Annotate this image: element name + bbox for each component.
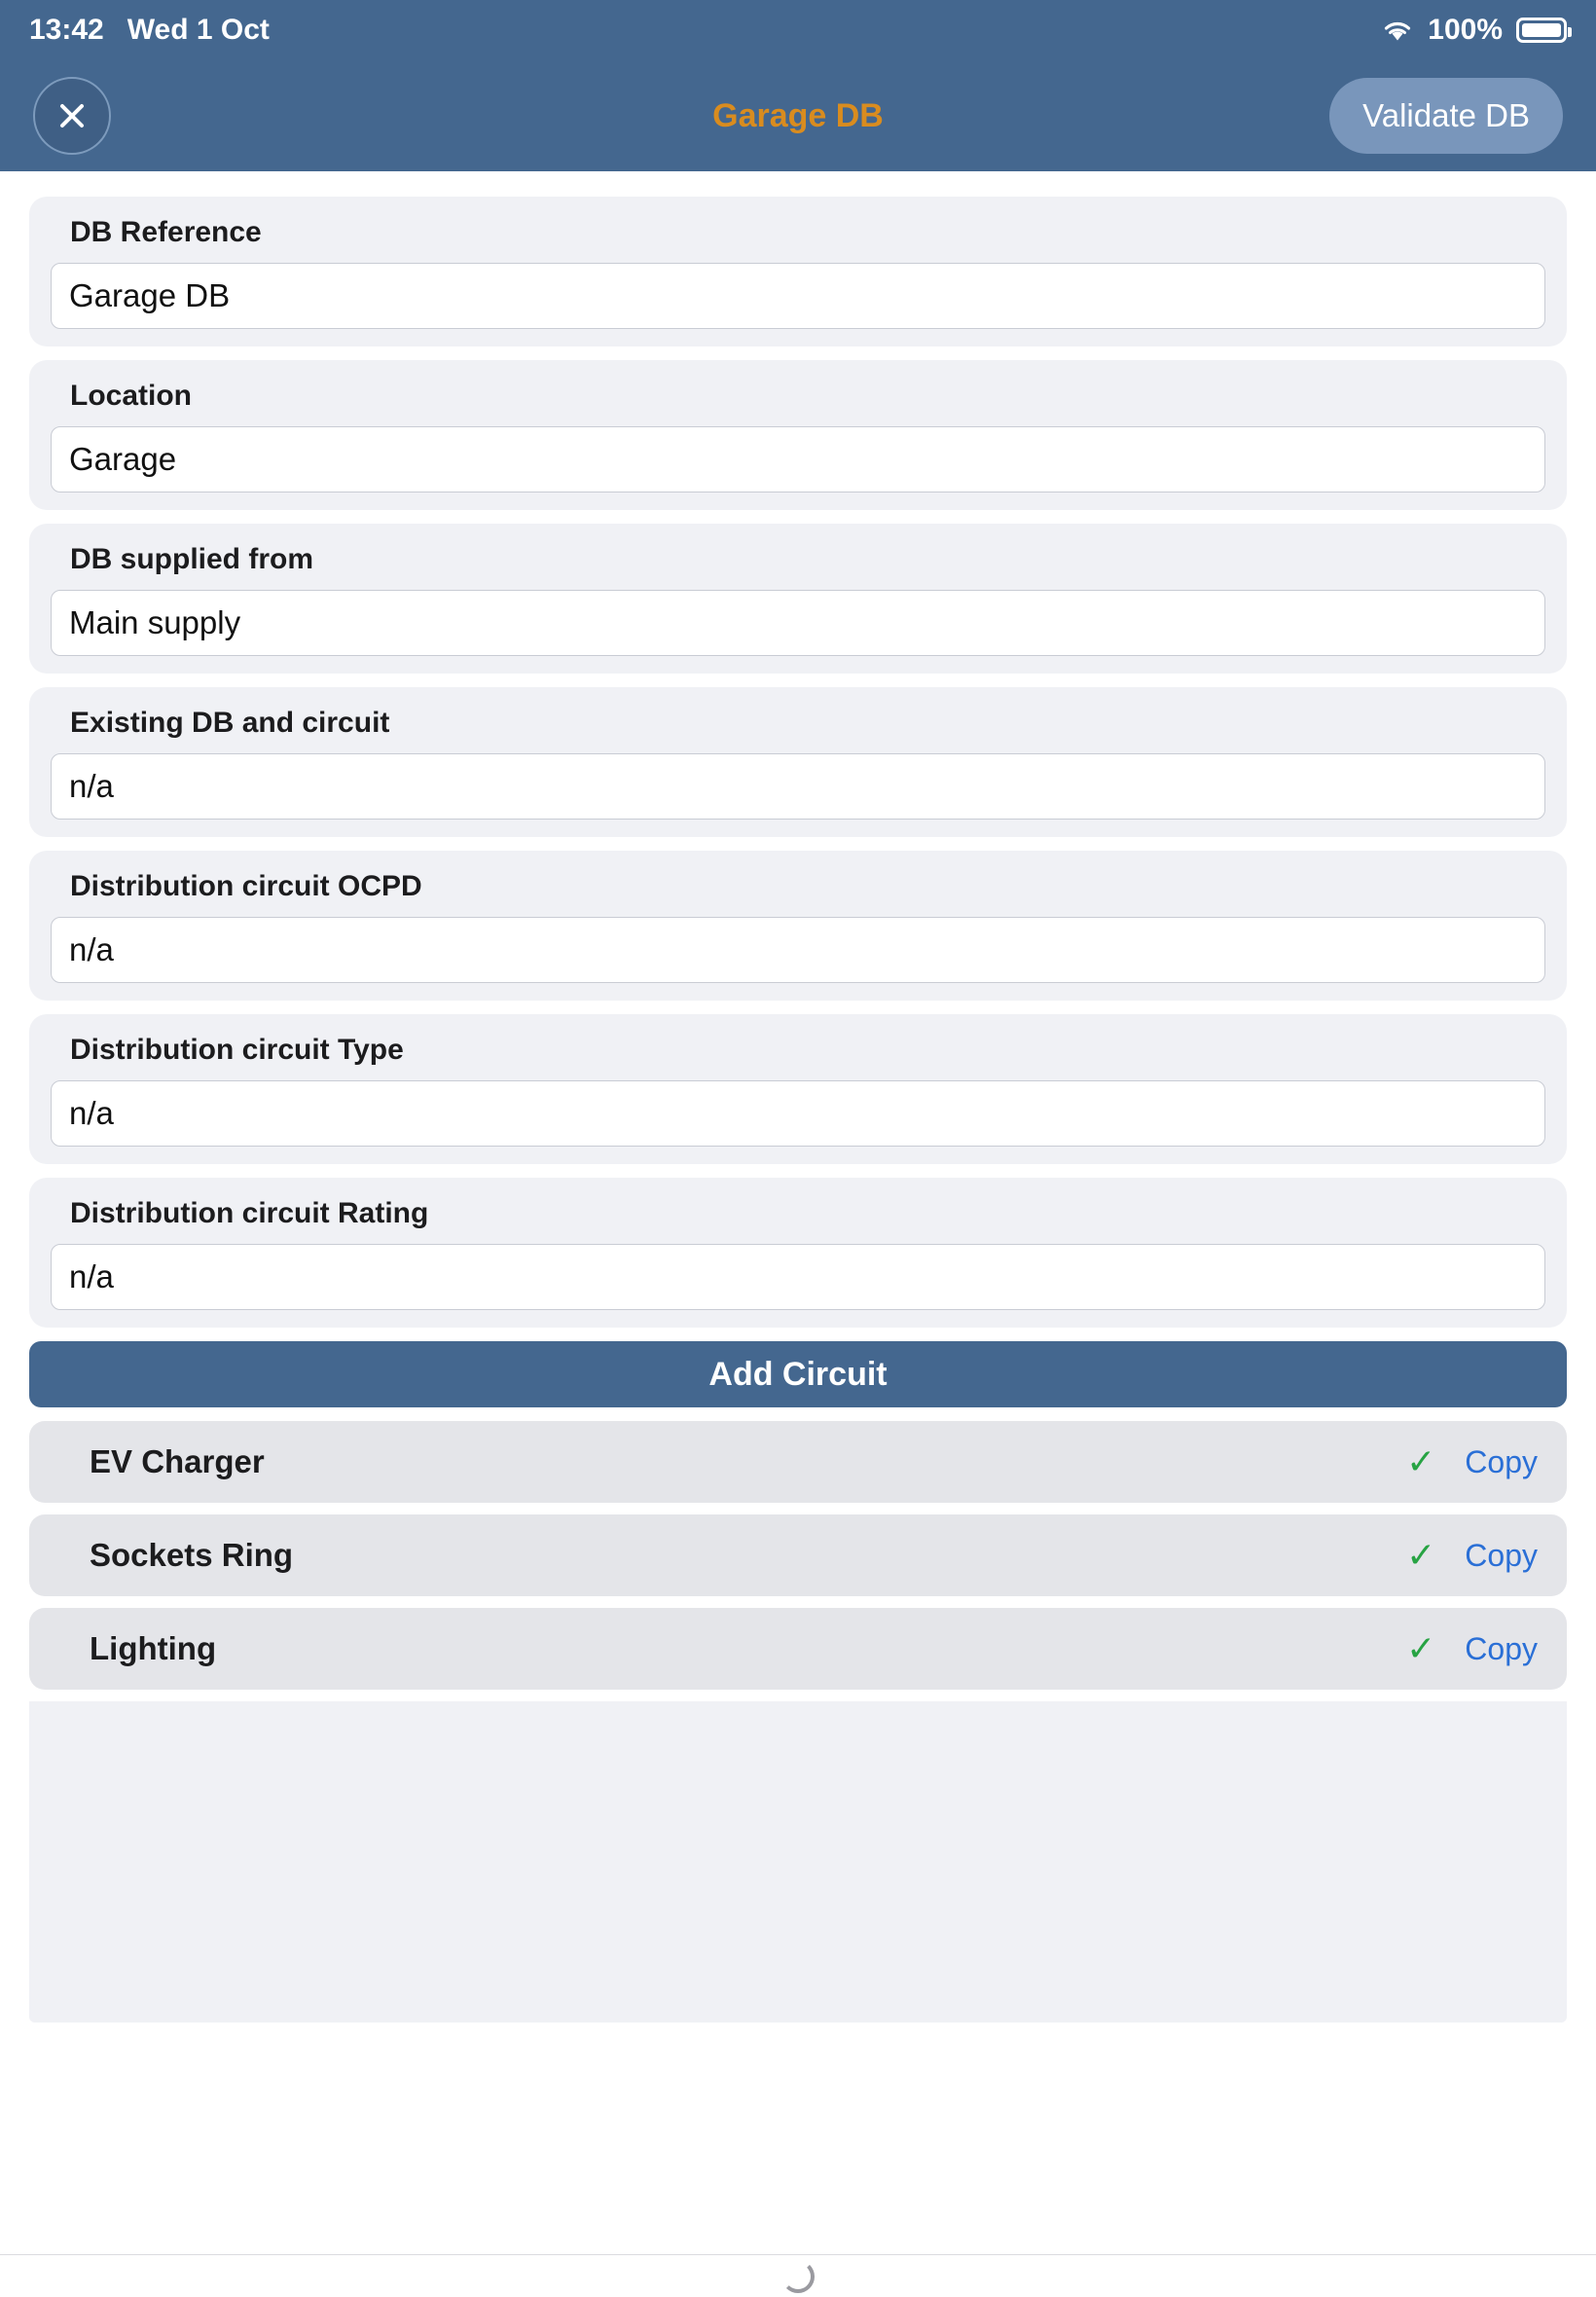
battery-percent: 100% <box>1428 14 1503 46</box>
field-distribution-circuit-ocpd <box>29 851 1567 1001</box>
navigation-bar <box>0 60 1596 171</box>
distribution-circuit-type-input[interactable] <box>51 1080 1545 1147</box>
field-distribution-circuit-type <box>29 1014 1567 1164</box>
home-indicator-area <box>0 2254 1596 2297</box>
distribution-circuit-rating-input[interactable] <box>51 1244 1545 1310</box>
circuit-actions <box>1406 1628 1538 1668</box>
field-label: Distribution circuit Type <box>70 1034 404 1066</box>
validate-db-button[interactable]: Validate DB <box>1329 78 1563 154</box>
status-time: 13:42 <box>29 14 104 46</box>
location-input[interactable] <box>51 426 1545 492</box>
status-date: Wed 1 Oct <box>127 14 270 46</box>
field-location <box>29 360 1567 510</box>
list-item[interactable] <box>29 1608 1567 1690</box>
list-item[interactable] <box>29 1514 1567 1596</box>
page-title: Garage DB <box>712 96 884 134</box>
field-label: Location <box>70 380 192 412</box>
field-label: Existing DB and circuit <box>70 707 390 739</box>
copy-button[interactable]: Copy <box>1465 1443 1538 1479</box>
list-item[interactable] <box>29 1421 1567 1503</box>
check-icon: ✓ <box>1406 1628 1436 1668</box>
field-label: Distribution circuit OCPD <box>70 870 422 902</box>
field-existing-db-and-circuit <box>29 687 1567 837</box>
field-label: DB Reference <box>70 216 262 248</box>
field-distribution-circuit-rating <box>29 1178 1567 1328</box>
db-reference-input[interactable] <box>51 263 1545 329</box>
status-bar <box>0 0 1596 60</box>
copy-button[interactable]: Copy <box>1465 1630 1538 1666</box>
battery-icon <box>1516 18 1567 43</box>
existing-db-and-circuit-input[interactable] <box>51 753 1545 820</box>
check-icon: ✓ <box>1406 1441 1436 1481</box>
copy-button[interactable]: Copy <box>1465 1537 1538 1573</box>
db-supplied-from-input[interactable] <box>51 590 1545 656</box>
field-label: Distribution circuit Rating <box>70 1197 429 1229</box>
form-content <box>0 197 1596 2023</box>
circuit-name: Lighting <box>90 1630 217 1666</box>
circuit-actions <box>1406 1535 1538 1575</box>
circuit-name: EV Charger <box>90 1443 265 1479</box>
loading-spinner-icon <box>781 2260 815 2293</box>
distribution-circuit-ocpd-input[interactable] <box>51 917 1545 983</box>
wifi-icon <box>1381 18 1414 43</box>
close-button[interactable] <box>33 77 111 155</box>
list-empty-area <box>29 1701 1567 2023</box>
field-label: DB supplied from <box>70 543 314 575</box>
circuit-name: Sockets Ring <box>90 1537 294 1573</box>
field-db-reference <box>29 197 1567 346</box>
circuit-actions <box>1406 1441 1538 1481</box>
status-bar-right <box>1381 14 1567 47</box>
check-icon: ✓ <box>1406 1535 1436 1575</box>
close-icon <box>54 97 91 134</box>
add-circuit-button[interactable]: Add Circuit <box>29 1341 1567 1407</box>
status-bar-left <box>29 14 270 47</box>
field-db-supplied-from <box>29 524 1567 674</box>
